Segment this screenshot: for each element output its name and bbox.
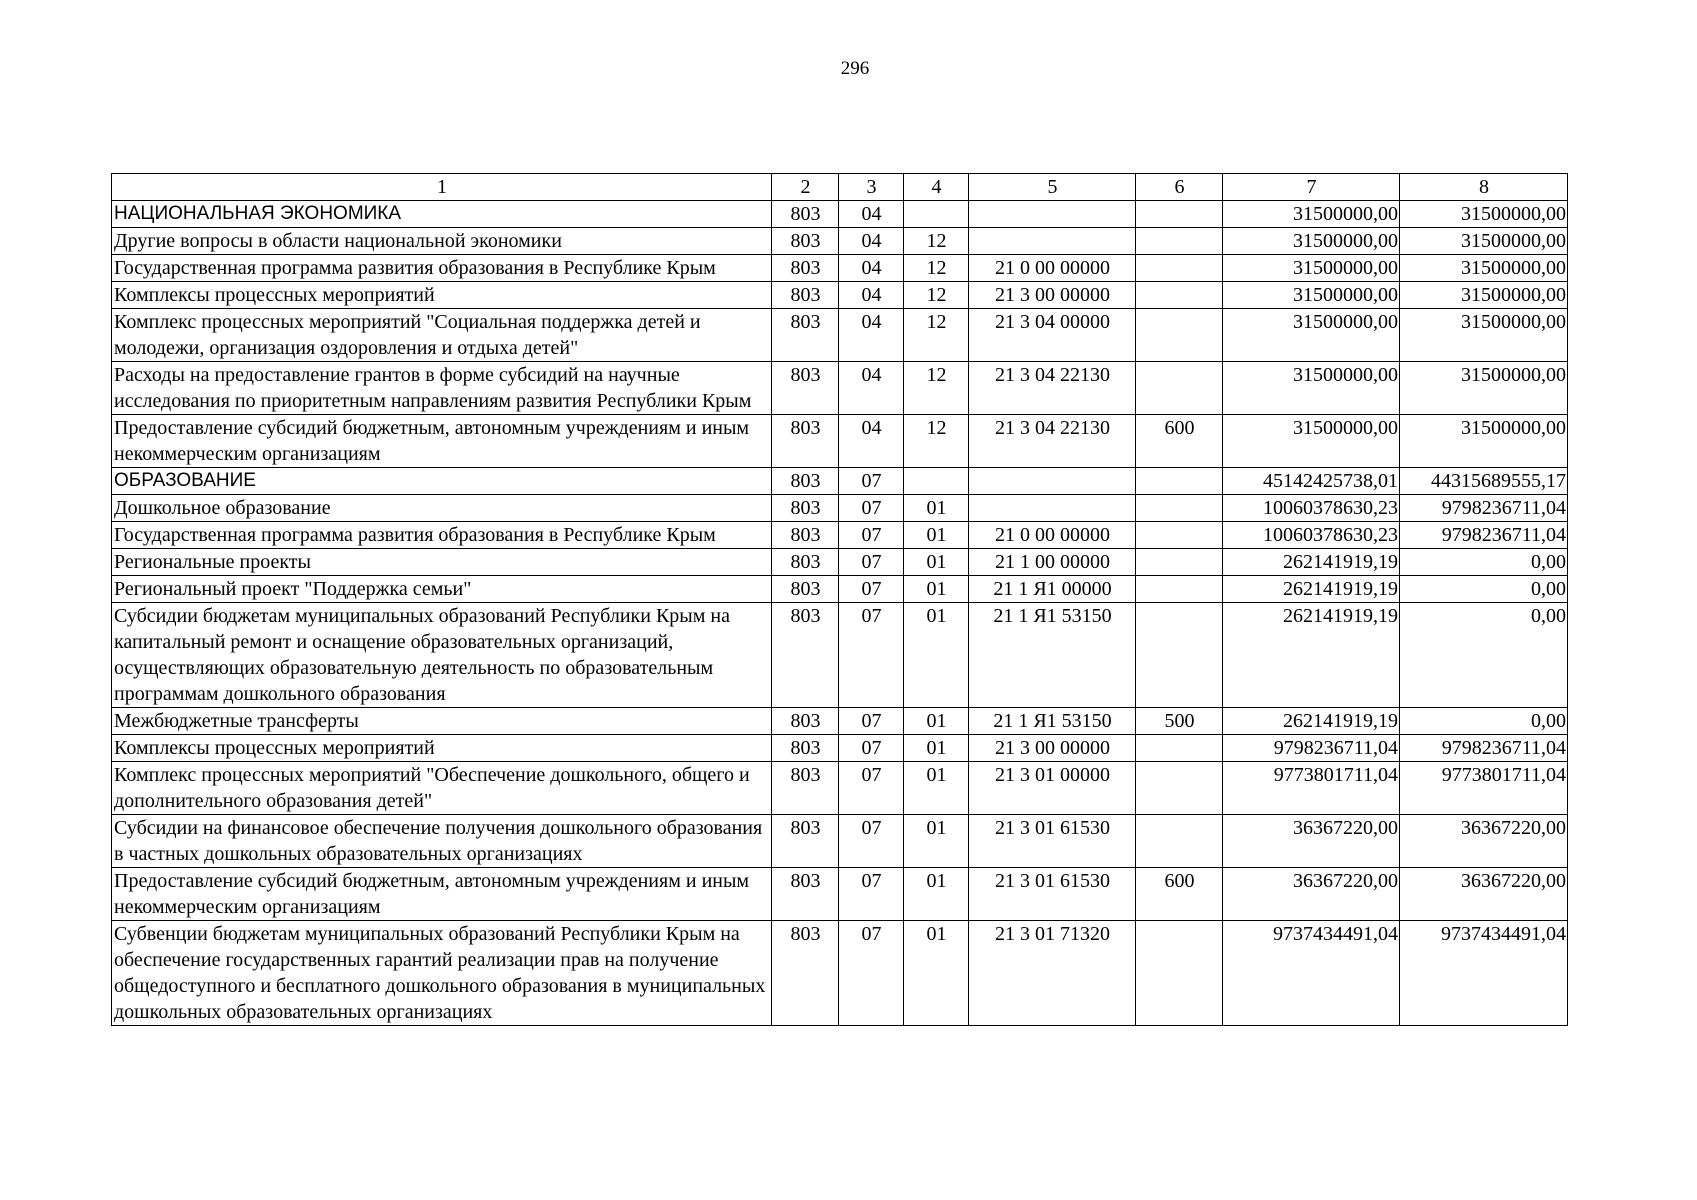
- table-row: [112, 415, 1568, 468]
- ministry-code-cell: 803: [772, 309, 839, 362]
- table-row: [112, 815, 1568, 868]
- amount-col8-cell: 36367220,00: [1400, 868, 1568, 921]
- row-name-cell: Комплекс процессных мероприятий "Социальная поддержка детей и молодежи, организация оздоровления и отдыха детей": [112, 309, 772, 362]
- table-row: [112, 576, 1568, 603]
- target-article-cell: 21 3 01 00000: [969, 762, 1136, 815]
- ministry-code-cell: 803: [772, 735, 839, 762]
- column-header-1: 1: [112, 174, 772, 201]
- table-row: [112, 495, 1568, 522]
- amount-col8-cell: 0,00: [1400, 549, 1568, 576]
- amount-col8-cell: 31500000,00: [1400, 228, 1568, 255]
- amount-col7-cell: 31500000,00: [1223, 255, 1400, 282]
- section-code-cell: 04: [839, 255, 904, 282]
- target-article-cell: [969, 495, 1136, 522]
- section-code-cell: 07: [839, 708, 904, 735]
- row-name-cell: ОБРАЗОВАНИЕ: [112, 468, 772, 495]
- row-name-cell: Предоставление субсидий бюджетным, автономным учреждениям и иным некоммерческим организациям: [112, 868, 772, 921]
- table-row: [112, 522, 1568, 549]
- table-body: [112, 201, 1568, 1026]
- amount-col8-cell: 9798236711,04: [1400, 522, 1568, 549]
- amount-col8-cell: 36367220,00: [1400, 815, 1568, 868]
- subsection-code-cell: 12: [904, 255, 969, 282]
- amount-col8-cell: 31500000,00: [1400, 255, 1568, 282]
- subsection-code-cell: 01: [904, 921, 969, 1026]
- column-header-6: 6: [1136, 174, 1223, 201]
- expense-type-cell: [1136, 522, 1223, 549]
- target-article-cell: 21 3 01 71320: [969, 921, 1136, 1026]
- amount-col8-cell: 44315689555,17: [1400, 468, 1568, 495]
- subsection-code-cell: 12: [904, 282, 969, 309]
- amount-col7-cell: 36367220,00: [1223, 815, 1400, 868]
- column-header-3: 3: [839, 174, 904, 201]
- target-article-cell: 21 1 Я1 53150: [969, 708, 1136, 735]
- ministry-code-cell: 803: [772, 522, 839, 549]
- row-name-cell: Комплексы процессных мероприятий: [112, 735, 772, 762]
- amount-col7-cell: 31500000,00: [1223, 201, 1400, 228]
- table-row: [112, 228, 1568, 255]
- section-code-cell: 04: [839, 362, 904, 415]
- table-row: [112, 255, 1568, 282]
- section-code-cell: 04: [839, 228, 904, 255]
- expense-type-cell: [1136, 549, 1223, 576]
- column-header-4: 4: [904, 174, 969, 201]
- expense-type-cell: [1136, 815, 1223, 868]
- amount-col7-cell: 9737434491,04: [1223, 921, 1400, 1026]
- expense-type-cell: [1136, 228, 1223, 255]
- table-row: [112, 603, 1568, 708]
- target-article-cell: [969, 201, 1136, 228]
- target-article-cell: 21 3 04 22130: [969, 415, 1136, 468]
- amount-col7-cell: 36367220,00: [1223, 868, 1400, 921]
- target-article-cell: 21 3 04 22130: [969, 362, 1136, 415]
- subsection-code-cell: 12: [904, 415, 969, 468]
- amount-col8-cell: 9773801711,04: [1400, 762, 1568, 815]
- expense-type-cell: 600: [1136, 868, 1223, 921]
- amount-col7-cell: 31500000,00: [1223, 362, 1400, 415]
- section-code-cell: 07: [839, 522, 904, 549]
- amount-col8-cell: 9737434491,04: [1400, 921, 1568, 1026]
- amount-col7-cell: 45142425738,01: [1223, 468, 1400, 495]
- ministry-code-cell: 803: [772, 921, 839, 1026]
- amount-col8-cell: 0,00: [1400, 603, 1568, 708]
- section-code-cell: 04: [839, 309, 904, 362]
- expense-type-cell: [1136, 255, 1223, 282]
- expense-type-cell: [1136, 282, 1223, 309]
- subsection-code-cell: 01: [904, 522, 969, 549]
- expense-type-cell: [1136, 362, 1223, 415]
- row-name-cell: НАЦИОНАЛЬНАЯ ЭКОНОМИКА: [112, 201, 772, 228]
- amount-col7-cell: 262141919,19: [1223, 603, 1400, 708]
- subsection-code-cell: 01: [904, 762, 969, 815]
- row-name-cell: Межбюджетные трансферты: [112, 708, 772, 735]
- amount-col7-cell: 9773801711,04: [1223, 762, 1400, 815]
- amount-col8-cell: 0,00: [1400, 708, 1568, 735]
- section-code-cell: 07: [839, 549, 904, 576]
- ministry-code-cell: 803: [772, 362, 839, 415]
- amount-col8-cell: 31500000,00: [1400, 362, 1568, 415]
- expense-type-cell: [1136, 603, 1223, 708]
- target-article-cell: 21 1 00 00000: [969, 549, 1136, 576]
- expense-type-cell: [1136, 468, 1223, 495]
- expense-type-cell: [1136, 762, 1223, 815]
- section-code-cell: 07: [839, 868, 904, 921]
- section-code-cell: 07: [839, 735, 904, 762]
- amount-col8-cell: 31500000,00: [1400, 415, 1568, 468]
- row-name-cell: Комплексы процессных мероприятий: [112, 282, 772, 309]
- section-code-cell: 07: [839, 815, 904, 868]
- amount-col7-cell: 262141919,19: [1223, 576, 1400, 603]
- amount-col7-cell: 10060378630,23: [1223, 522, 1400, 549]
- page-number: 296: [840, 58, 870, 79]
- amount-col8-cell: 9798236711,04: [1400, 495, 1568, 522]
- table-row: [112, 549, 1568, 576]
- subsection-code-cell: 01: [904, 603, 969, 708]
- expense-type-cell: [1136, 495, 1223, 522]
- ministry-code-cell: 803: [772, 468, 839, 495]
- subsection-code-cell: 01: [904, 549, 969, 576]
- table-row: [112, 309, 1568, 362]
- target-article-cell: 21 1 Я1 53150: [969, 603, 1136, 708]
- row-name-cell: Комплекс процессных мероприятий "Обеспечение дошкольного, общего и дополнительного образования детей": [112, 762, 772, 815]
- section-code-cell: 07: [839, 603, 904, 708]
- subsection-code-cell: 12: [904, 309, 969, 362]
- expense-type-cell: 600: [1136, 415, 1223, 468]
- row-name-cell: Региональные проекты: [112, 549, 772, 576]
- section-code-cell: 07: [839, 762, 904, 815]
- amount-col7-cell: 31500000,00: [1223, 282, 1400, 309]
- table-row: [112, 868, 1568, 921]
- subsection-code-cell: 01: [904, 495, 969, 522]
- row-name-cell: Предоставление субсидий бюджетным, автономным учреждениям и иным некоммерческим организациям: [112, 415, 772, 468]
- table-row: [112, 735, 1568, 762]
- subsection-code-cell: 01: [904, 708, 969, 735]
- column-header-2: 2: [772, 174, 839, 201]
- ministry-code-cell: 803: [772, 549, 839, 576]
- row-name-cell: Государственная программа развития образования в Республике Крым: [112, 522, 772, 549]
- target-article-cell: 21 0 00 00000: [969, 255, 1136, 282]
- table-row: [112, 708, 1568, 735]
- amount-col7-cell: 31500000,00: [1223, 309, 1400, 362]
- ministry-code-cell: 803: [772, 708, 839, 735]
- amount-col7-cell: 31500000,00: [1223, 415, 1400, 468]
- amount-col8-cell: 31500000,00: [1400, 309, 1568, 362]
- ministry-code-cell: 803: [772, 415, 839, 468]
- subsection-code-cell: 01: [904, 576, 969, 603]
- column-header-5: 5: [969, 174, 1136, 201]
- target-article-cell: [969, 228, 1136, 255]
- amount-col7-cell: 9798236711,04: [1223, 735, 1400, 762]
- ministry-code-cell: 803: [772, 255, 839, 282]
- ministry-code-cell: 803: [772, 282, 839, 309]
- ministry-code-cell: 803: [772, 228, 839, 255]
- target-article-cell: 21 3 00 00000: [969, 735, 1136, 762]
- target-article-cell: [969, 468, 1136, 495]
- subsection-code-cell: [904, 201, 969, 228]
- ministry-code-cell: 803: [772, 762, 839, 815]
- row-name-cell: Субвенции бюджетам муниципальных образований Республики Крым на обеспечение государственных гарантий реализации прав на получение общедоступного и бесплатного дошкольного образования в муниципальных дошкольных образовательных организациях: [112, 921, 772, 1026]
- section-code-cell: 04: [839, 201, 904, 228]
- expense-type-cell: [1136, 576, 1223, 603]
- subsection-code-cell: 12: [904, 362, 969, 415]
- ministry-code-cell: 803: [772, 868, 839, 921]
- subsection-code-cell: 01: [904, 815, 969, 868]
- table-row: [112, 468, 1568, 495]
- ministry-code-cell: 803: [772, 603, 839, 708]
- target-article-cell: 21 3 04 00000: [969, 309, 1136, 362]
- table-row: [112, 201, 1568, 228]
- row-name-cell: Субсидии бюджетам муниципальных образований Республики Крым на капитальный ремонт и оснащение образовательных организаций, осуществляющих образовательную деятельность по образовательным программам дошкольного образования: [112, 603, 772, 708]
- budget-table: [111, 173, 1568, 1026]
- section-code-cell: 04: [839, 415, 904, 468]
- target-article-cell: 21 0 00 00000: [969, 522, 1136, 549]
- amount-col8-cell: 31500000,00: [1400, 282, 1568, 309]
- subsection-code-cell: 01: [904, 735, 969, 762]
- expense-type-cell: [1136, 921, 1223, 1026]
- amount-col7-cell: 31500000,00: [1223, 228, 1400, 255]
- amount-col8-cell: 0,00: [1400, 576, 1568, 603]
- table-row: [112, 282, 1568, 309]
- target-article-cell: 21 3 01 61530: [969, 868, 1136, 921]
- row-name-cell: Расходы на предоставление грантов в форме субсидий на научные исследования по приоритетным направлениям развития Республики Крым: [112, 362, 772, 415]
- table-row: [112, 362, 1568, 415]
- expense-type-cell: 500: [1136, 708, 1223, 735]
- ministry-code-cell: 803: [772, 815, 839, 868]
- amount-col8-cell: 31500000,00: [1400, 201, 1568, 228]
- ministry-code-cell: 803: [772, 576, 839, 603]
- target-article-cell: 21 3 00 00000: [969, 282, 1136, 309]
- row-name-cell: Дошкольное образование: [112, 495, 772, 522]
- section-code-cell: 07: [839, 921, 904, 1026]
- ministry-code-cell: 803: [772, 495, 839, 522]
- amount-col7-cell: 10060378630,23: [1223, 495, 1400, 522]
- target-article-cell: 21 3 01 61530: [969, 815, 1136, 868]
- table-header-row: [112, 174, 1568, 201]
- row-name-cell: Региональный проект "Поддержка семьи": [112, 576, 772, 603]
- row-name-cell: Другие вопросы в области национальной экономики: [112, 228, 772, 255]
- expense-type-cell: [1136, 309, 1223, 362]
- table-row: [112, 921, 1568, 1026]
- target-article-cell: 21 1 Я1 00000: [969, 576, 1136, 603]
- ministry-code-cell: 803: [772, 201, 839, 228]
- section-code-cell: 04: [839, 282, 904, 309]
- section-code-cell: 07: [839, 468, 904, 495]
- expense-type-cell: [1136, 201, 1223, 228]
- expense-type-cell: [1136, 735, 1223, 762]
- amount-col8-cell: 9798236711,04: [1400, 735, 1568, 762]
- table-row: [112, 762, 1568, 815]
- section-code-cell: 07: [839, 495, 904, 522]
- column-header-8: 8: [1400, 174, 1568, 201]
- amount-col7-cell: 262141919,19: [1223, 708, 1400, 735]
- column-header-7: 7: [1223, 174, 1400, 201]
- section-code-cell: 07: [839, 576, 904, 603]
- subsection-code-cell: 01: [904, 868, 969, 921]
- subsection-code-cell: [904, 468, 969, 495]
- amount-col7-cell: 262141919,19: [1223, 549, 1400, 576]
- row-name-cell: Субсидии на финансовое обеспечение получения дошкольного образования в частных дошкольных образовательных организациях: [112, 815, 772, 868]
- row-name-cell: Государственная программа развития образования в Республике Крым: [112, 255, 772, 282]
- subsection-code-cell: 12: [904, 228, 969, 255]
